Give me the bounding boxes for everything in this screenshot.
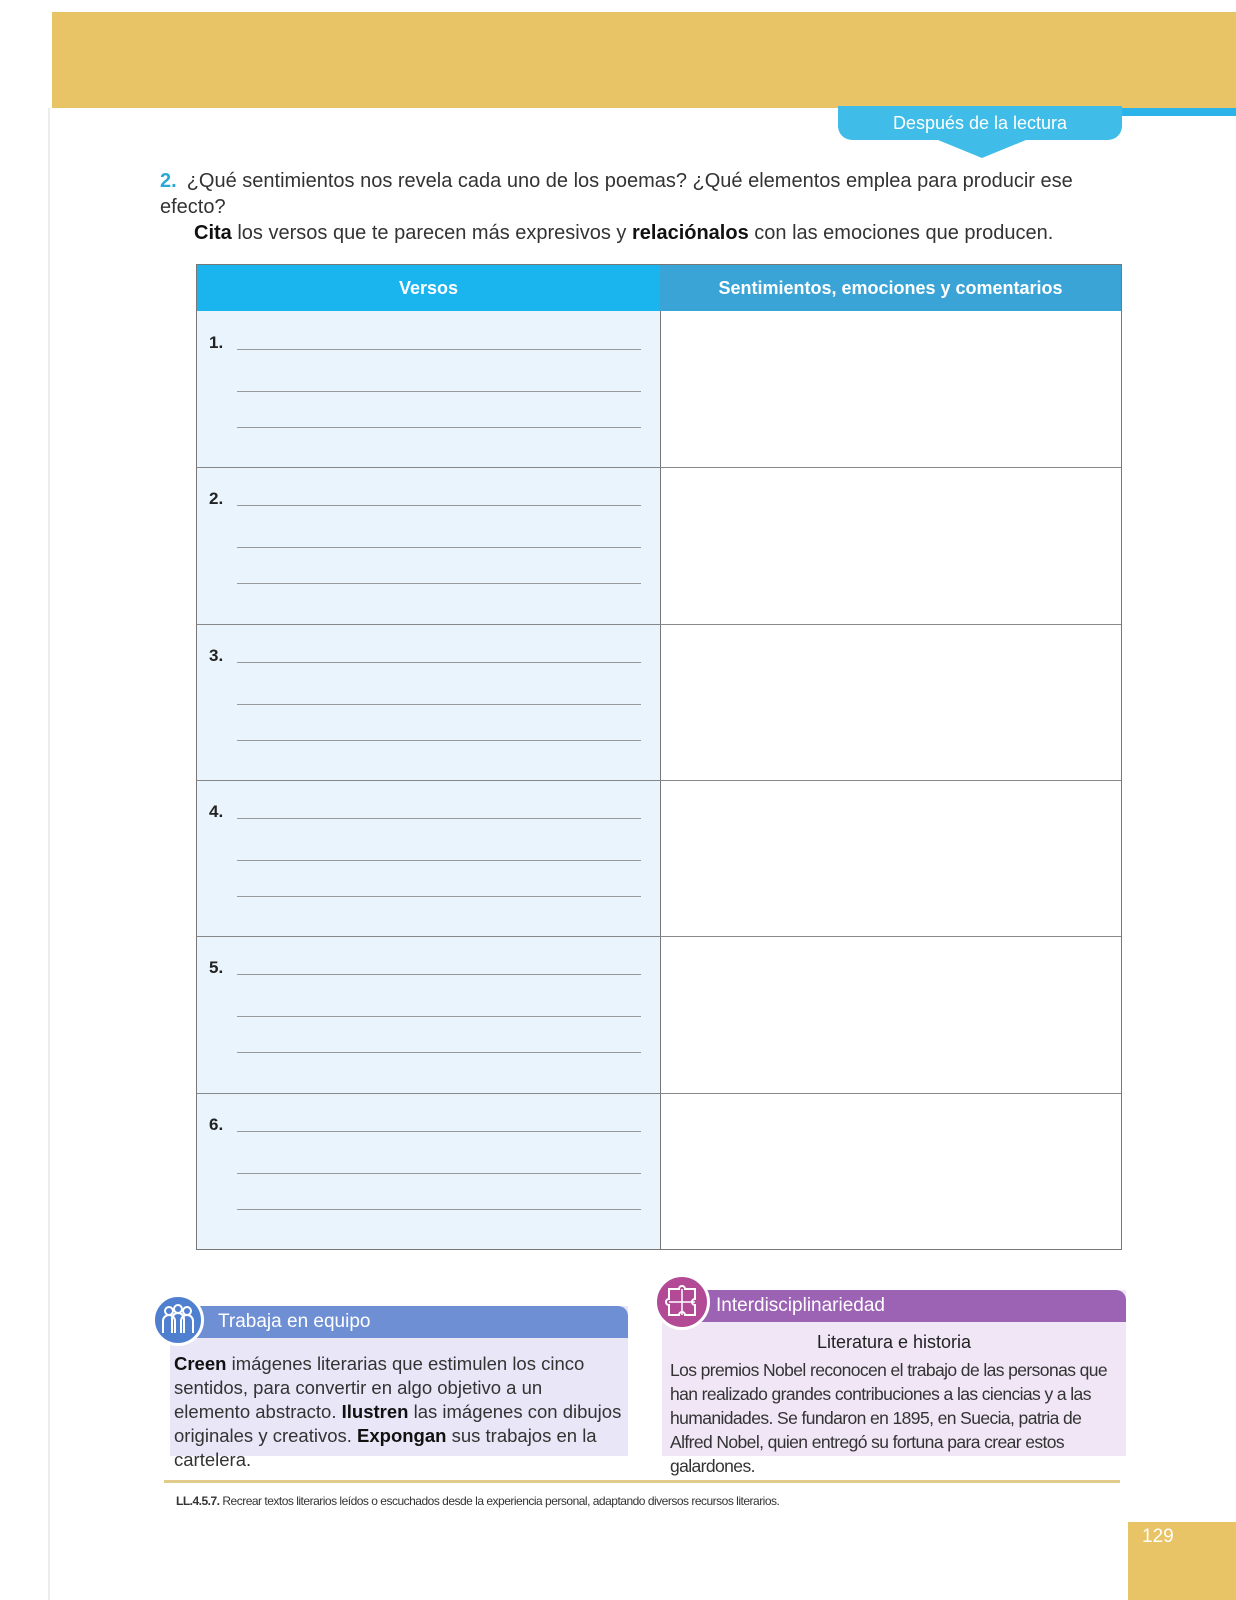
writing-line[interactable] (237, 818, 641, 819)
row-number: 1. (209, 333, 224, 352)
team-bold-ilustren: Ilustren (341, 1401, 409, 1422)
writing-line[interactable] (237, 1131, 641, 1132)
row-number: 5. (209, 958, 224, 978)
writing-line[interactable] (237, 974, 641, 975)
team-bold-expongan: Expongan (357, 1425, 447, 1446)
team-bold-creen: Creen (174, 1353, 227, 1374)
row-divider (197, 1093, 1121, 1094)
people-group-icon (152, 1294, 204, 1346)
skill-code: LL.4.5.7. (176, 1494, 220, 1508)
writing-line[interactable] (237, 896, 641, 897)
writing-line[interactable] (237, 583, 641, 584)
header-sentimientos: Sentimientos, emociones y comentarios (660, 265, 1121, 311)
row-number: 4. (209, 801, 224, 821)
question-2 (160, 168, 1140, 246)
writing-line[interactable] (237, 505, 641, 506)
top-decorative-band (52, 12, 1236, 108)
writing-line[interactable] (237, 391, 641, 392)
writing-line[interactable] (237, 1016, 641, 1017)
team-text-2: las imágenes con dibujos originales y creativos. (174, 1401, 622, 1446)
row-divider (197, 780, 1121, 781)
instruction-cita: Cita (194, 222, 232, 244)
writing-line[interactable] (237, 860, 641, 861)
row-divider (197, 467, 1121, 468)
footer-skill (176, 1494, 779, 1508)
writing-line[interactable] (237, 1173, 641, 1174)
page-edge (48, 108, 50, 1600)
writing-line[interactable] (237, 547, 641, 548)
section-tab: Después de la lectura (838, 106, 1122, 140)
section-tab-pointer (938, 140, 1026, 158)
team-text-3: sus trabajos en la cartelera. (174, 1425, 597, 1470)
row-divider (197, 624, 1121, 625)
inter-text: Los premios Nobel reconocen el trabajo de las personas que han realizado grandes contribuciones a las ciencias y a las humanidades. Se fundaron en 1895, en Suecia, patria de Alfred Nobel, quien entregó su fortuna para crear estos galardones. (670, 1360, 1108, 1476)
team-title: Trabaja en equipo (218, 1311, 371, 1332)
team-text-1: imágenes literarias que estimulen los cinco sentidos, para convertir en algo objetivo a un elemento abstracto. (174, 1353, 585, 1422)
row-divider (197, 936, 1121, 937)
row-number: 3. (209, 645, 224, 665)
header-versos: Versos (197, 265, 660, 311)
instruction-middle: los versos que te parecen más expresivos y (231, 222, 632, 244)
team-text (174, 1352, 622, 1472)
writing-line[interactable] (237, 662, 641, 663)
writing-line[interactable] (237, 740, 641, 741)
page-number: 129 (1142, 1526, 1174, 1547)
question-number: 2. (160, 170, 177, 192)
footer-divider (164, 1480, 1120, 1483)
row-number: 6. (209, 1114, 224, 1134)
instruction-relacionalos: relaciónalos (631, 222, 749, 244)
skill-text: Recrear textos literarios leídos o escuchados desde la experiencia personal, adaptando diversos recursos literarios. (219, 1494, 780, 1508)
writing-line[interactable] (237, 704, 641, 705)
verses-table (196, 264, 1122, 1250)
question-line-2 (160, 220, 1140, 246)
row-number: 2. (209, 489, 224, 509)
writing-line[interactable] (237, 1209, 641, 1210)
writing-line[interactable] (237, 349, 641, 350)
writing-line[interactable] (237, 1052, 641, 1053)
instruction-end: con las emociones que producen. (748, 222, 1054, 244)
inter-subtitle: Literatura e historia (816, 1332, 972, 1352)
writing-line[interactable] (237, 427, 641, 428)
puzzle-icon (654, 1274, 710, 1330)
inter-title: Interdisciplinariedad (716, 1295, 885, 1316)
question-line-1: ¿Qué sentimientos nos revela cada uno de los poemas? ¿Qué elementos emplea para producir ese efecto? (160, 170, 1073, 218)
